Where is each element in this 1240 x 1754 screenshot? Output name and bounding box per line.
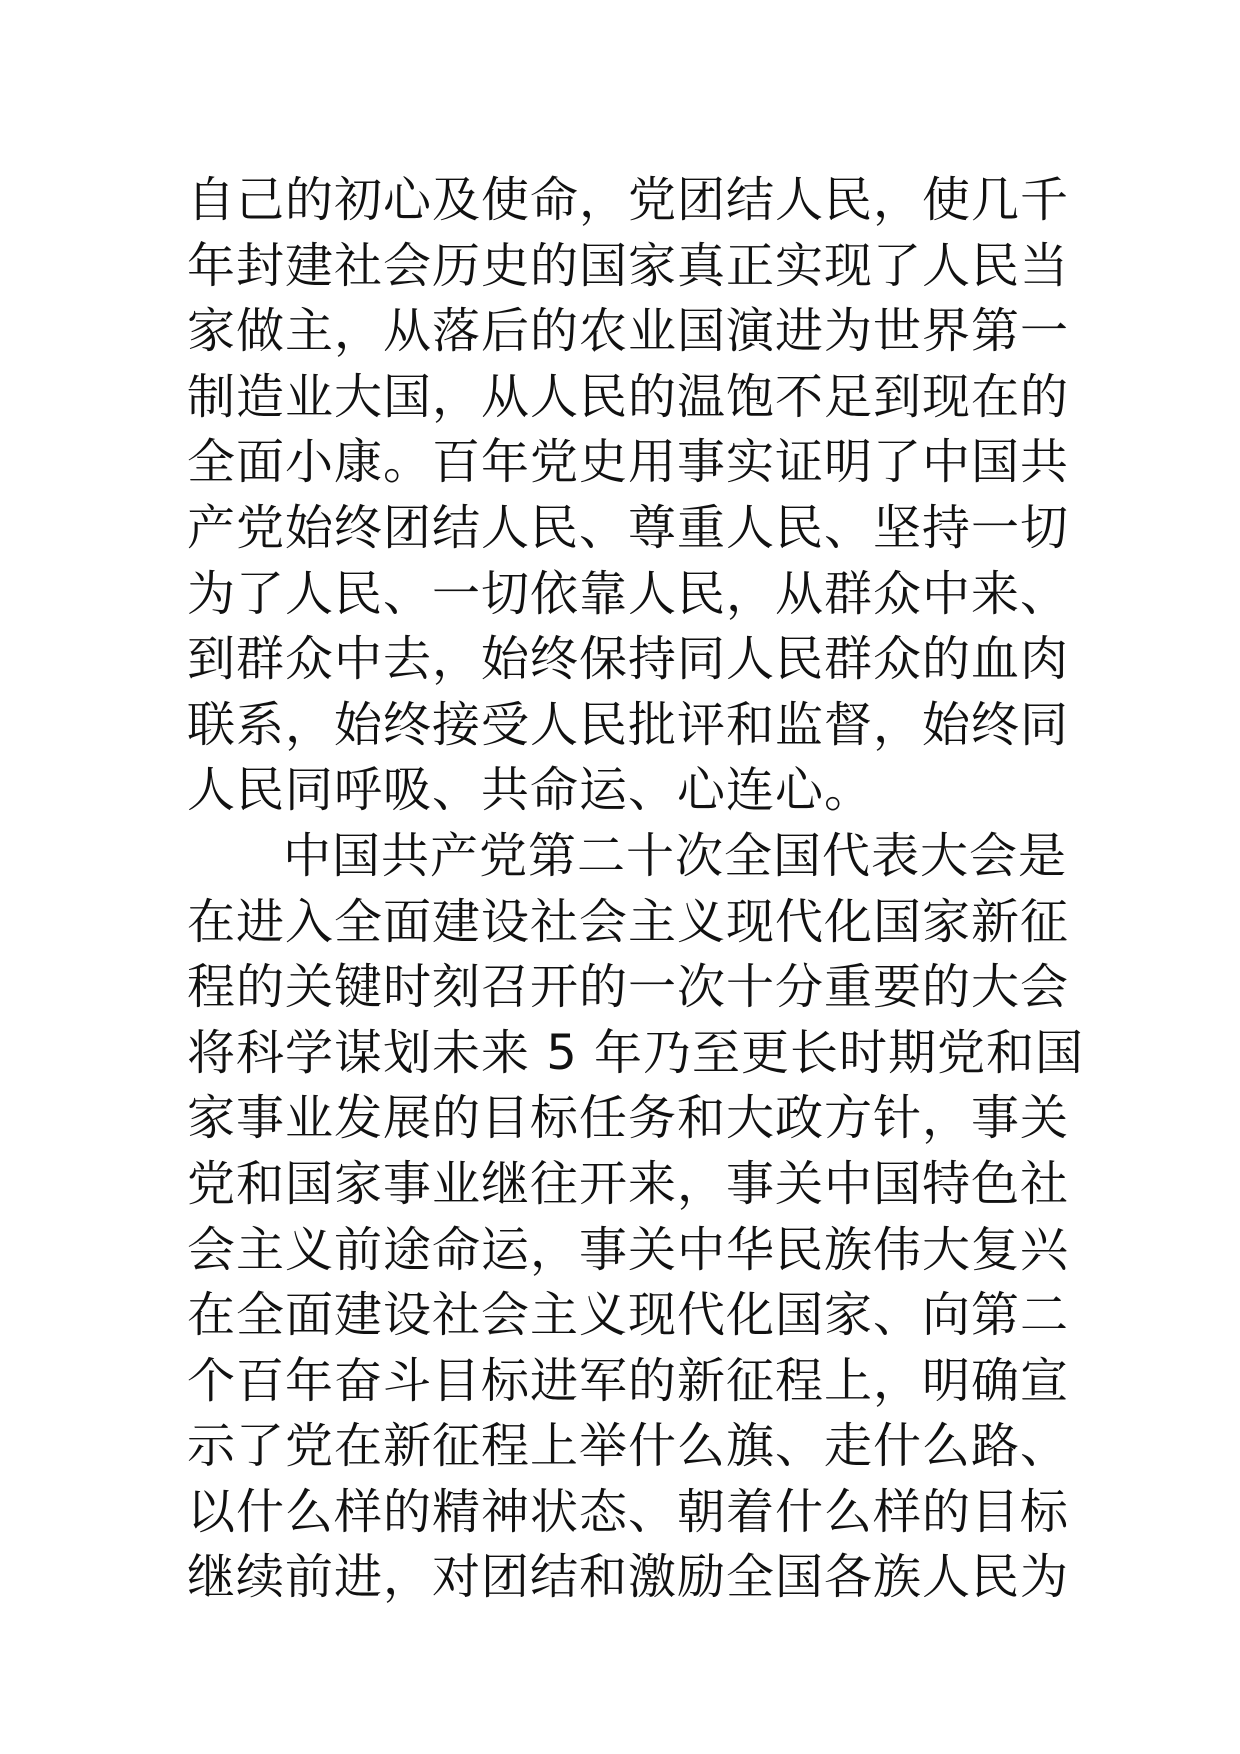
text-line: 联系，始终接受人民批评和监督，始终同 [187, 696, 1070, 753]
text-line: 为了人民、一切依靠人民，从群众中来、 [187, 565, 1070, 622]
text-line: 全面小康。百年党史用事实证明了中国共 [187, 434, 1070, 491]
text-line: 在全面建设社会主义现代化国家、向第二 [187, 1287, 1070, 1344]
text-line: 将科学谋划未来 5 年乃至更长时期党和国 [187, 1024, 1085, 1081]
text-line: 到群众中去，始终保持同人民群众的血肉 [187, 631, 1070, 688]
text-line: 在进入全面建设社会主义现代化国家新征 [187, 893, 1070, 950]
body-text [187, 168, 1085, 1611]
text-line: 家做主，从落后的农业国演进为世界第一 [187, 303, 1070, 360]
text-line: 个百年奋斗目标进军的新征程上，明确宣 [187, 1352, 1070, 1409]
text-line: 年封建社会历史的国家真正实现了人民当 [187, 237, 1070, 294]
paragraph-first-line: 中国共产党第二十次全国代表大会是 [283, 827, 1068, 884]
text-line: 会主义前途命运，事关中华民族伟大复兴 [187, 1221, 1070, 1278]
text-line: 示了党在新征程上举什么旗、走什么路、 [187, 1418, 1070, 1475]
text-line: 人民同呼吸、共命运、心连心。 [187, 762, 874, 819]
text-line: 自己的初心及使命，党团结人民，使几千 [187, 172, 1070, 228]
text-line: 产党始终团结人民、尊重人民、坚持一切 [187, 499, 1070, 556]
text-line: 以什么样的精神状态、朝着什么样的目标 [187, 1483, 1070, 1540]
text-line: 家事业发展的目标任务和大政方针，事关 [187, 1090, 1070, 1147]
text-line: 党和国家事业继往开来，事关中国特色社 [187, 1155, 1070, 1212]
text-line: 程的关键时刻召开的一次十分重要的大会 [187, 959, 1070, 1016]
text-line: 制造业大国，从人民的温饱不足到现在的 [187, 368, 1070, 425]
text-line: 继续前进，对团结和激励全国各族人民为 [187, 1549, 1070, 1606]
